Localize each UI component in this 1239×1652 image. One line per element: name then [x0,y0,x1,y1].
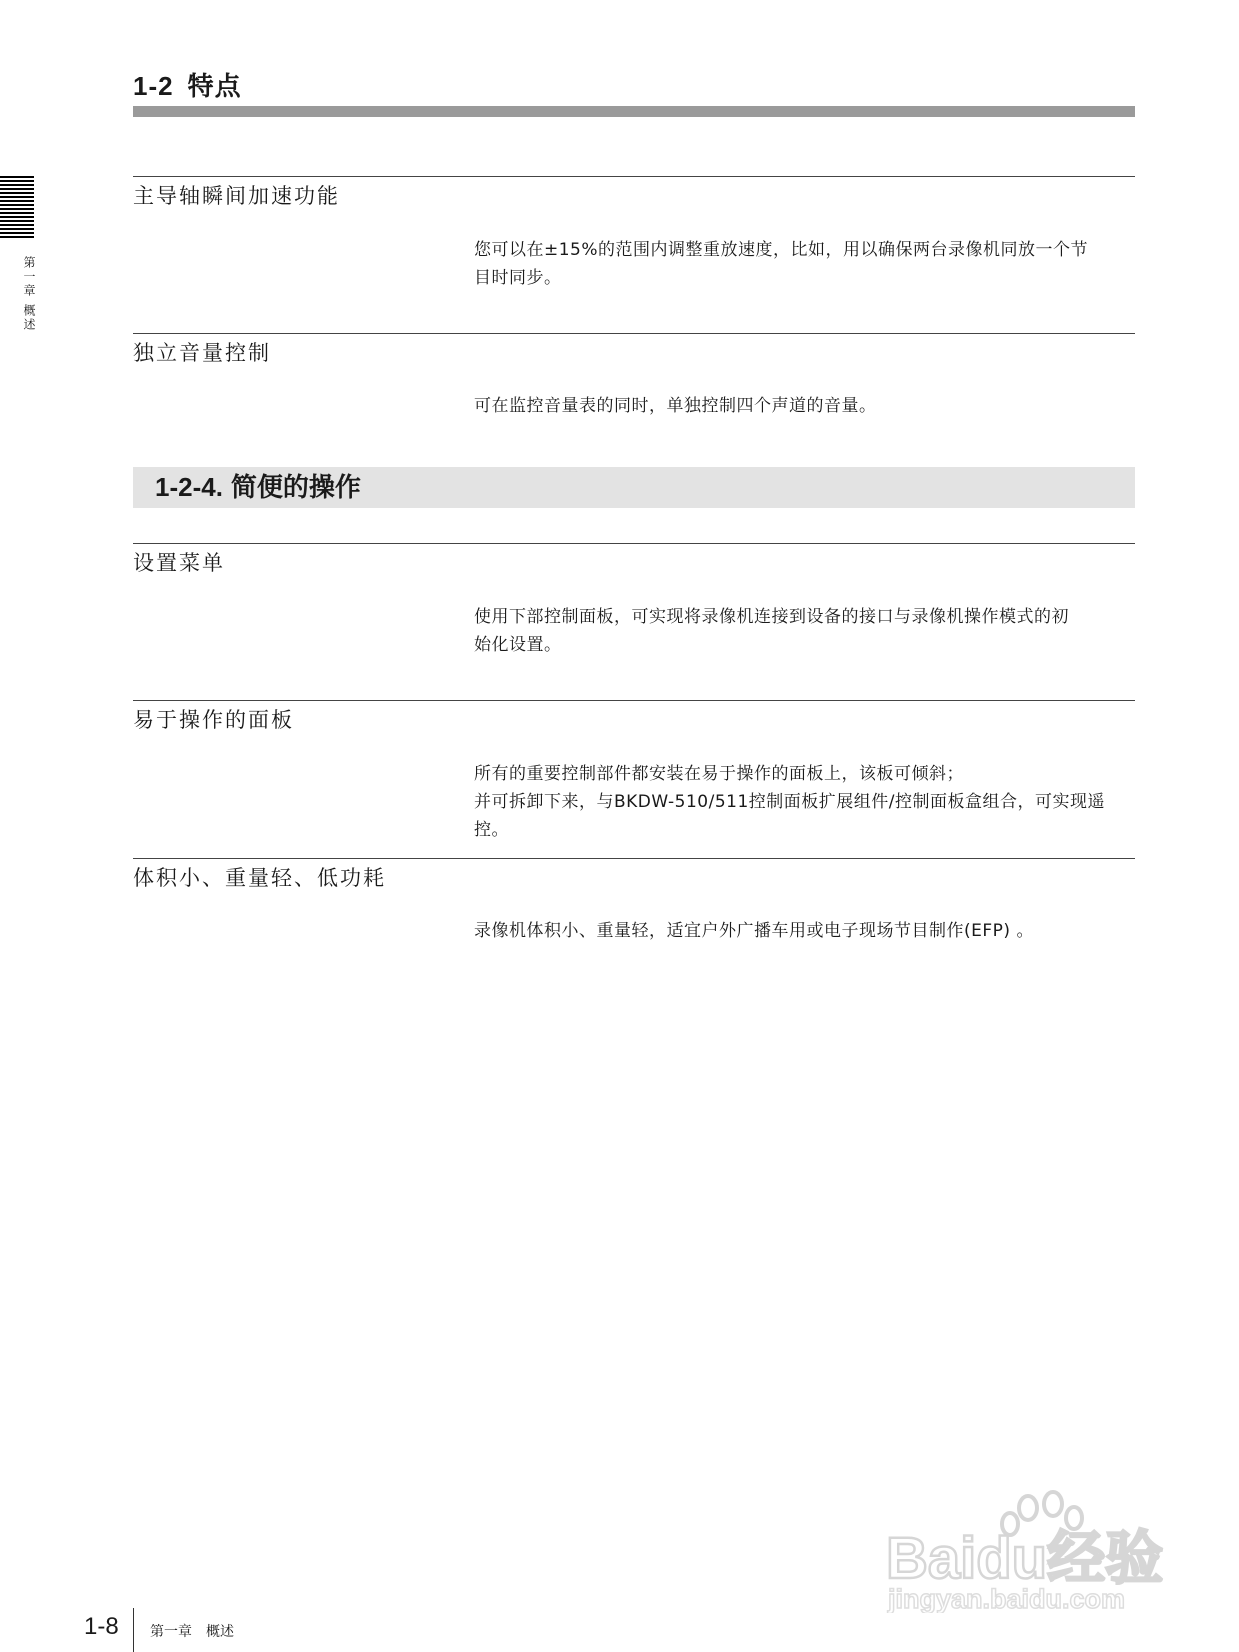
page-heading-title: 特点 [187,72,242,102]
footer-chapter-label: 第一章 概述 [150,1624,234,1640]
feature-body [474,392,1139,420]
feature-body [474,236,1139,292]
feature-body-line: 您可以在±15%的范围内调整重放速度，比如，用以确保两台录像机同放一个节 [474,240,1089,260]
section-rule [133,176,1135,177]
heading-bar [133,106,1135,117]
feature-body [474,603,1139,659]
feature-title: 易于操作的面板 [133,708,294,732]
feature-body-line: 录像机体积小、重量轻，适宜户外广播车用或电子现场节目制作(EFP) 。 [474,921,1034,941]
footer-divider [133,1608,134,1652]
feature-body [474,760,1139,844]
watermark-url: jingyan.baidu.com [888,1584,1126,1613]
section-rule [133,700,1135,701]
watermark-brand: Baidu经验 [886,1526,1164,1591]
feature-title: 主导轴瞬间加速功能 [133,184,340,208]
feature-title: 设置菜单 [133,551,225,575]
feature-body-line: 使用下部控制面板，可实现将录像机连接到设备的接口与录像机操作模式的初 [474,607,1069,627]
section-number: 1-2-4. [155,472,223,502]
baidu-watermark-logo [878,1488,1178,1613]
chapter-tab-label: 第一章 概述 [22,256,36,332]
chapter-tab-stripes [0,176,34,240]
feature-body [474,917,1139,945]
feature-title: 独立音量控制 [133,341,271,365]
section-rule [133,333,1135,334]
section-rule [133,543,1135,544]
feature-body-line: 可在监控音量表的同时，单独控制四个声道的音量。 [474,396,877,416]
footer-page-number: 1-8 [84,1613,119,1640]
feature-body-line: 所有的重要控制部件都安装在易于操作的面板上，该板可倾斜； [474,764,964,784]
page-heading [133,66,242,103]
feature-body-line: 始化设置。 [474,635,562,655]
section-rule [133,858,1135,859]
feature-title: 体积小、重量轻、低功耗 [133,866,386,890]
section-title-text: 简便的操作 [230,473,361,503]
feature-body-line: 目时同步。 [474,268,562,288]
page-heading-number: 1-2 [133,71,174,101]
feature-body-line: 并可拆卸下来，与BKDW-510/511控制面板扩展组件/控制面板盒组合，可实现遥控。 [474,792,1106,840]
section-title [155,467,361,508]
